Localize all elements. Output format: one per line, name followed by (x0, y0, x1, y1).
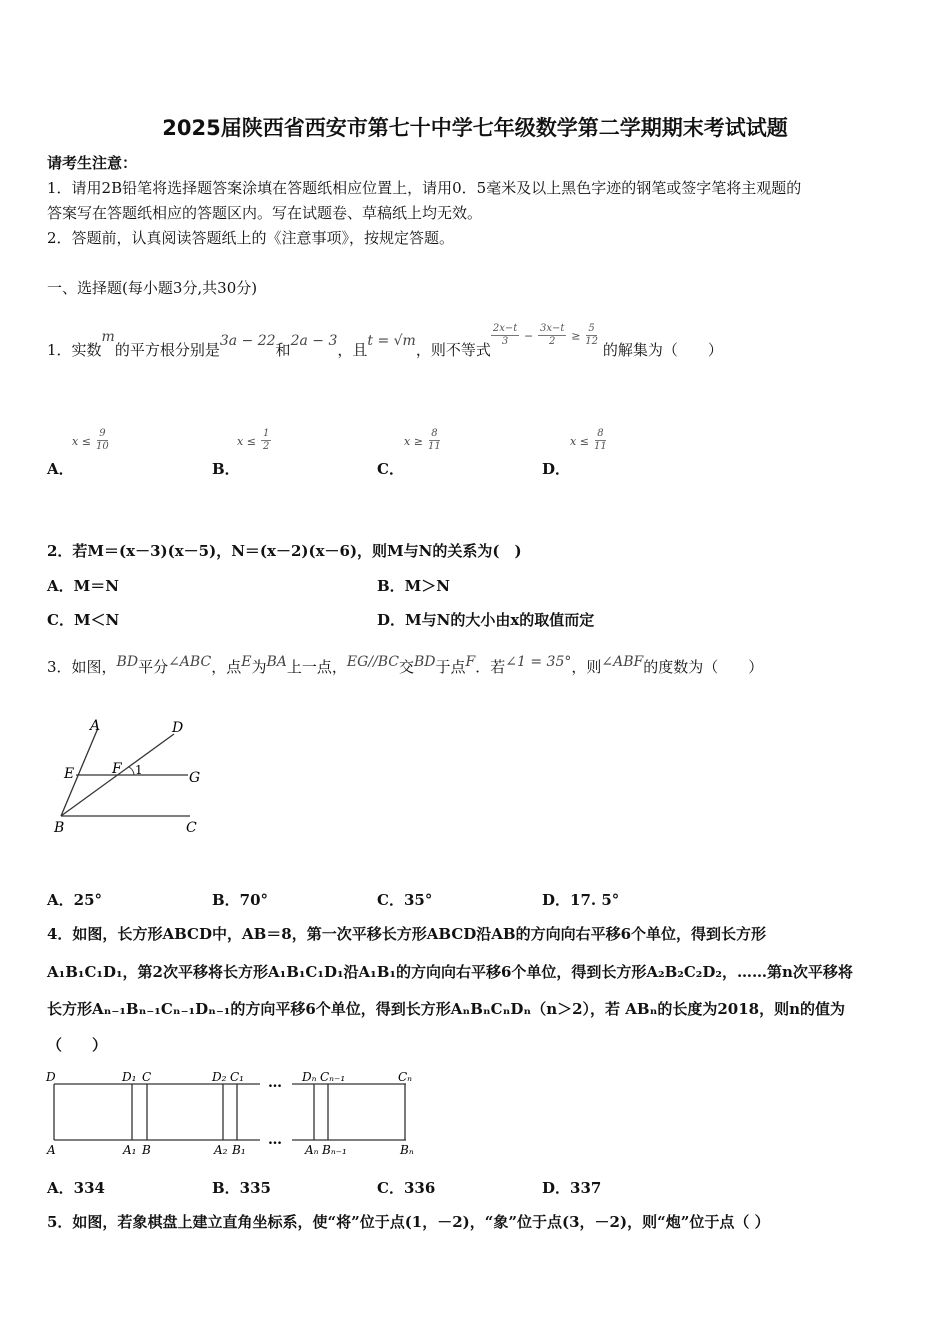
q4-stem-line-2: A₁B₁C₁D₁，第2次平移将长方形A₁B₁C₁D₁沿A₁B₁的方向向右平移6个单位，得到长方形A₂B₂C₂D₂，……第n次平移将 (47, 963, 853, 981)
q1-ineq-ge: ≥ (571, 329, 581, 343)
q4-top-dots: … (268, 1075, 282, 1091)
q1-text-4: ，且 (337, 341, 368, 359)
q1-option-a[interactable]: A． (47, 460, 74, 478)
q2-option-b[interactable]: B．M＞N (377, 577, 450, 595)
section-heading: 一、选择题(每小题3分,共30分) (47, 279, 258, 297)
q1-option-c-math: x ≥ $\frac{8}{11}$ (404, 428, 441, 452)
q4-label-bn: Bₙ (400, 1143, 414, 1157)
q3-option-a[interactable]: A．25° (47, 891, 103, 909)
q4-label-d2: D₂ (212, 1070, 227, 1084)
q4-stem-line-4: （ ） (47, 1036, 108, 1054)
q2-option-d[interactable]: D．M与N的大小由x的取值而定 (377, 611, 595, 629)
q4-option-b[interactable]: B．335 (212, 1179, 271, 1197)
q1-text-2: 的平方根分别是 (114, 341, 220, 359)
q1-inequality (491, 323, 598, 348)
q4-figure (44, 1064, 424, 1164)
q3-option-b[interactable]: B．70° (212, 891, 269, 909)
q3-label-c: C (186, 820, 197, 836)
q5-stem: 5．如图，若象棋盘上建立直角坐标系，使“将”位于点(1，－2)，“象”位于点(3，－2)，则“炮”位于点（ ） (47, 1213, 770, 1231)
q4-label-dn: Dₙ (302, 1070, 317, 1084)
q3-label-b: B (54, 820, 65, 836)
q4-label-cn1: Cₙ₋₁ (320, 1070, 346, 1084)
q3-math-abf: ∠ABF (601, 654, 644, 670)
q4-label-a: A (47, 1143, 56, 1157)
q3-label-f: F (112, 761, 122, 777)
q3-label-e: E (64, 766, 75, 782)
q3-label-a: A (90, 718, 101, 734)
q1-math-expr2: 2a − 3 (290, 333, 338, 349)
q1-text-6: 的解集为（ ） (602, 341, 723, 359)
q3-label-1: 1 (135, 763, 143, 777)
q4-option-d[interactable]: D．337 (542, 1179, 602, 1197)
q2-option-a[interactable]: A．M＝N (47, 577, 119, 595)
q1-ineq-a-den: 3 (501, 336, 509, 347)
q3-math-bd: BD (116, 654, 139, 670)
notice-heading: 请考生注意： (47, 154, 138, 172)
q4-stem-line-1: 4．如图，长方形ABCD中，AB＝8，第一次平移长方形ABCD沿AB的方向向右平移6个单位，得到长方形 (47, 925, 767, 943)
q1-stem (47, 323, 723, 360)
q3-option-c[interactable]: C．35° (377, 891, 433, 909)
q3-math-ba: BA (266, 654, 287, 670)
q3-label-g: G (189, 770, 201, 786)
q1-math-expr1: 3a − 22 (219, 333, 276, 349)
q4-label-cn: Cₙ (398, 1070, 413, 1084)
q3-math-eg-bc: EG//BC (346, 654, 399, 670)
notice-line-1: 1．请用2B铅笔将选择题答案涂填在答题纸相应位置上，请用0．5毫米及以上黑色字迹的钢笔或签字笔将主观题的 (47, 179, 802, 197)
q4-option-c[interactable]: C．336 (377, 1179, 436, 1197)
q4-option-a[interactable]: A．334 (47, 1179, 105, 1197)
q3-figure (50, 712, 220, 842)
q3-math-f: F (465, 654, 476, 670)
page-title: 2025届陕西省西安市第七十中学七年级数学第二学期期末考试试题 (162, 116, 788, 140)
q2-stem: 2．若M＝(x－3)(x－5)，N＝(x－2)(x－6)，则M与N的关系为( ) (47, 542, 522, 560)
q4-label-d: D (46, 1070, 56, 1084)
q1-option-b[interactable]: B． (212, 460, 240, 478)
q1-ineq-b-den: 2 (549, 336, 556, 347)
q1-option-d-math: x ≤ $\frac{8}{11}$ (570, 428, 607, 452)
q1-text-3: 和 (275, 341, 291, 359)
q1-math-m: m (101, 329, 115, 345)
q4-label-bn1: Bₙ₋₁ (322, 1143, 347, 1157)
q3-stem: 3．如图，BD平分∠ABC，点E为BA上一点，EG//BC交BD于点F．若∠1 = 35°，则∠ABF的度数为（ ） (47, 654, 764, 676)
q1-ineq-b-num: 3x−t (540, 323, 565, 334)
q4-stem-line-3: 长方形Aₙ₋₁Bₙ₋₁Cₙ₋₁Dₙ₋₁的方向平移6个单位，得到长方形AₙBₙCₙDₙ（n＞2），若 ABₙ的长度为2018，则n的值为 (47, 1000, 846, 1018)
notice-line-3: 2．答题前，认真阅读答题纸上的《注意事项》，按规定答题。 (47, 229, 455, 247)
q1-option-b-math: x ≤ $\frac{1}{2}$ (237, 428, 270, 452)
q4-label-a2: A₂ (214, 1143, 228, 1157)
q4-label-a1: A₁ (123, 1143, 137, 1157)
q3-option-d[interactable]: D．17. 5° (542, 891, 620, 909)
q4-label-an: Aₙ (305, 1143, 319, 1157)
q1-text-1: 1．实数 (47, 341, 102, 359)
q1-ineq-c-den: 12 (585, 336, 598, 347)
q2-option-c[interactable]: C．M＜N (47, 611, 120, 629)
notice-line-2: 答案写在答题纸相应的答题区内。写在试题卷、草稿纸上均无效。 (47, 204, 483, 222)
q3-angle-arc (129, 767, 134, 775)
q3-math-abc: ∠ABC (168, 654, 212, 670)
q1-ineq-minus: − (524, 329, 534, 343)
q3-math-bd2: BD (414, 654, 436, 670)
q3-math-e: E (241, 654, 252, 670)
q1-ineq-a-num: 2x−t (492, 323, 518, 334)
q1-option-c[interactable]: C． (377, 460, 404, 478)
q4-label-b: B (142, 1143, 151, 1157)
q3-math-angle1: ∠1 = 35° (505, 654, 572, 670)
q1-option-d[interactable]: D． (542, 460, 571, 478)
q4-label-c1: C₁ (230, 1070, 244, 1084)
q4-bottom-dots: … (268, 1132, 282, 1148)
q1-ineq-c-num: 5 (588, 323, 595, 334)
q4-label-b1: B₁ (232, 1143, 246, 1157)
q4-label-c: C (142, 1070, 152, 1084)
q3-label-d: D (172, 720, 184, 736)
q4-label-d1: D₁ (122, 1070, 137, 1084)
q1-option-a-math: x ≤ $\frac{9}{10}$ (72, 428, 109, 452)
q1-text-5: ，则不等式 (415, 341, 491, 359)
q1-math-t: t = √m (367, 333, 416, 349)
